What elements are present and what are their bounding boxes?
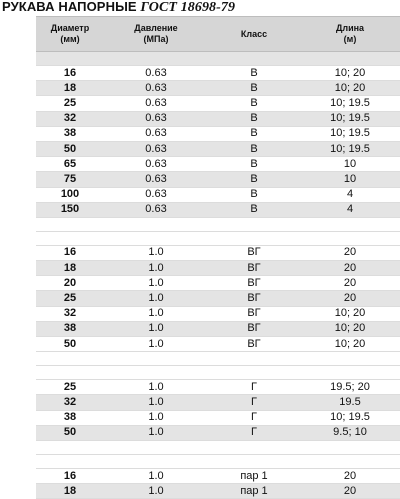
cell-pressure: 1.0 <box>148 395 164 408</box>
table-row <box>36 172 400 187</box>
cell-pressure: 1.0 <box>148 484 164 497</box>
document-title <box>2 0 235 14</box>
cell-diameter: 18 <box>63 81 77 94</box>
cell-diameter: 38 <box>63 127 77 140</box>
cell-pressure: 1.0 <box>148 261 164 274</box>
cell-length: 10; 20 <box>334 322 366 335</box>
table-spacer-row <box>36 366 400 380</box>
cell-pressure: 1.0 <box>148 322 164 335</box>
cell-class: пар 1 <box>240 484 268 497</box>
cell-length: 19.5 <box>339 395 361 408</box>
title-gost: ГОСТ 18698-79 <box>140 0 236 15</box>
cell-class: В <box>250 157 258 170</box>
cell-length: 10; 20 <box>334 81 366 94</box>
cell-pressure: 1.0 <box>148 292 164 305</box>
table-row <box>36 291 400 306</box>
cell-class: В <box>250 81 258 94</box>
cell-class: ВГ <box>247 261 261 274</box>
table-row <box>36 337 400 352</box>
cell-diameter: 65 <box>63 157 77 170</box>
cell-class: В <box>250 203 258 216</box>
cell-diameter: 50 <box>63 426 77 439</box>
cell-class: ВГ <box>247 322 261 335</box>
table-row <box>36 66 400 81</box>
cell-length: 20 <box>343 469 357 482</box>
cell-diameter: 18 <box>63 261 77 274</box>
cell-class: ВГ <box>247 337 261 350</box>
cell-class: ВГ <box>247 246 261 259</box>
table-row <box>36 426 400 441</box>
cell-length: 10; 20 <box>334 337 366 350</box>
cell-pressure: 0.63 <box>145 127 167 140</box>
cell-class: В <box>250 66 258 79</box>
cell-length: 4 <box>346 188 354 201</box>
table-spacer-row <box>36 232 400 246</box>
cell-pressure: 0.63 <box>145 142 167 155</box>
header-class: Класс <box>240 28 268 39</box>
table-row <box>36 276 400 291</box>
cell-diameter: 32 <box>63 112 77 125</box>
header-diameter: Диаметр (мм) <box>50 23 90 44</box>
table-row <box>36 203 400 218</box>
cell-diameter: 50 <box>63 337 77 350</box>
cell-diameter: 100 <box>60 188 80 201</box>
cell-pressure: 1.0 <box>148 276 164 289</box>
cell-length: 20 <box>343 261 357 274</box>
table-row <box>36 142 400 157</box>
cell-diameter: 25 <box>63 292 77 305</box>
cell-class: ВГ <box>247 292 261 305</box>
cell-pressure: 1.0 <box>148 469 164 482</box>
cell-diameter: 16 <box>63 469 77 482</box>
cell-class: В <box>250 127 258 140</box>
cell-class: В <box>250 112 258 125</box>
table-row <box>36 411 400 426</box>
cell-diameter: 20 <box>63 276 77 289</box>
table-row <box>36 469 400 484</box>
cell-length: 10 <box>343 172 357 185</box>
table-row <box>36 157 400 172</box>
cell-length: 10; 19.5 <box>330 411 370 424</box>
table-spacer-row <box>36 52 400 66</box>
cell-class: ВГ <box>247 276 261 289</box>
cell-diameter: 38 <box>63 322 77 335</box>
table-row <box>36 246 400 261</box>
cell-class: пар 1 <box>240 469 268 482</box>
cell-length: 10 <box>343 157 357 170</box>
cell-class: Г <box>251 395 257 408</box>
cell-diameter: 75 <box>63 172 77 185</box>
hose-table <box>36 16 400 499</box>
cell-diameter: 25 <box>63 380 77 393</box>
table-row <box>36 307 400 322</box>
cell-pressure: 1.0 <box>148 307 164 320</box>
table-header <box>36 16 400 52</box>
table-row <box>36 96 400 111</box>
title-main: РУКАВА НАПОРНЫЕ <box>2 0 141 14</box>
cell-diameter: 16 <box>63 66 77 79</box>
cell-length: 10; 19.5 <box>330 112 370 125</box>
cell-class: В <box>250 96 258 109</box>
cell-length: 20 <box>343 292 357 305</box>
table-spacer-row <box>36 441 400 455</box>
table-spacer-row <box>36 455 400 469</box>
table-row <box>36 395 400 410</box>
cell-length: 10; 20 <box>334 66 366 79</box>
cell-class: Г <box>251 380 257 393</box>
cell-diameter: 50 <box>63 142 77 155</box>
table-spacer-row <box>36 218 400 232</box>
cell-pressure: 0.63 <box>145 172 167 185</box>
cell-length: 20 <box>343 276 357 289</box>
table-row <box>36 188 400 203</box>
cell-diameter: 16 <box>63 246 77 259</box>
cell-diameter: 32 <box>63 395 77 408</box>
header-length: Длина (м) <box>335 23 365 44</box>
cell-length: 19.5; 20 <box>330 380 370 393</box>
cell-diameter: 38 <box>63 411 77 424</box>
cell-pressure: 1.0 <box>148 411 164 424</box>
header-pressure: Давление (МПа) <box>134 23 178 44</box>
cell-class: В <box>250 188 258 201</box>
cell-class: Г <box>251 411 257 424</box>
cell-pressure: 1.0 <box>148 380 164 393</box>
cell-pressure: 0.63 <box>145 96 167 109</box>
cell-length: 20 <box>343 246 357 259</box>
table-body <box>36 52 400 499</box>
table-row <box>36 81 400 96</box>
cell-diameter: 25 <box>63 96 77 109</box>
table-spacer-row <box>36 352 400 366</box>
cell-pressure: 0.63 <box>145 66 167 79</box>
cell-length: 10; 19.5 <box>330 127 370 140</box>
cell-pressure: 1.0 <box>148 426 164 439</box>
cell-length: 4 <box>346 203 354 216</box>
cell-pressure: 0.63 <box>145 112 167 125</box>
cell-length: 10; 19.5 <box>330 96 370 109</box>
cell-class: В <box>250 172 258 185</box>
cell-pressure: 0.63 <box>145 81 167 94</box>
cell-pressure: 0.63 <box>145 188 167 201</box>
cell-length: 20 <box>343 484 357 497</box>
cell-diameter: 150 <box>60 203 80 216</box>
cell-class: ВГ <box>247 307 261 320</box>
cell-pressure: 1.0 <box>148 337 164 350</box>
cell-class: Г <box>251 426 257 439</box>
cell-length: 10; 20 <box>334 307 366 320</box>
cell-pressure: 0.63 <box>145 203 167 216</box>
table-row <box>36 322 400 337</box>
cell-pressure: 0.63 <box>145 157 167 170</box>
cell-diameter: 18 <box>63 484 77 497</box>
cell-pressure: 1.0 <box>148 246 164 259</box>
table-row <box>36 261 400 276</box>
table-row <box>36 112 400 127</box>
table-row <box>36 484 400 499</box>
cell-diameter: 32 <box>63 307 77 320</box>
cell-length: 9.5; 10 <box>333 426 367 439</box>
cell-length: 10; 19.5 <box>330 142 370 155</box>
cell-class: В <box>250 142 258 155</box>
table-row <box>36 380 400 395</box>
table-row <box>36 127 400 142</box>
